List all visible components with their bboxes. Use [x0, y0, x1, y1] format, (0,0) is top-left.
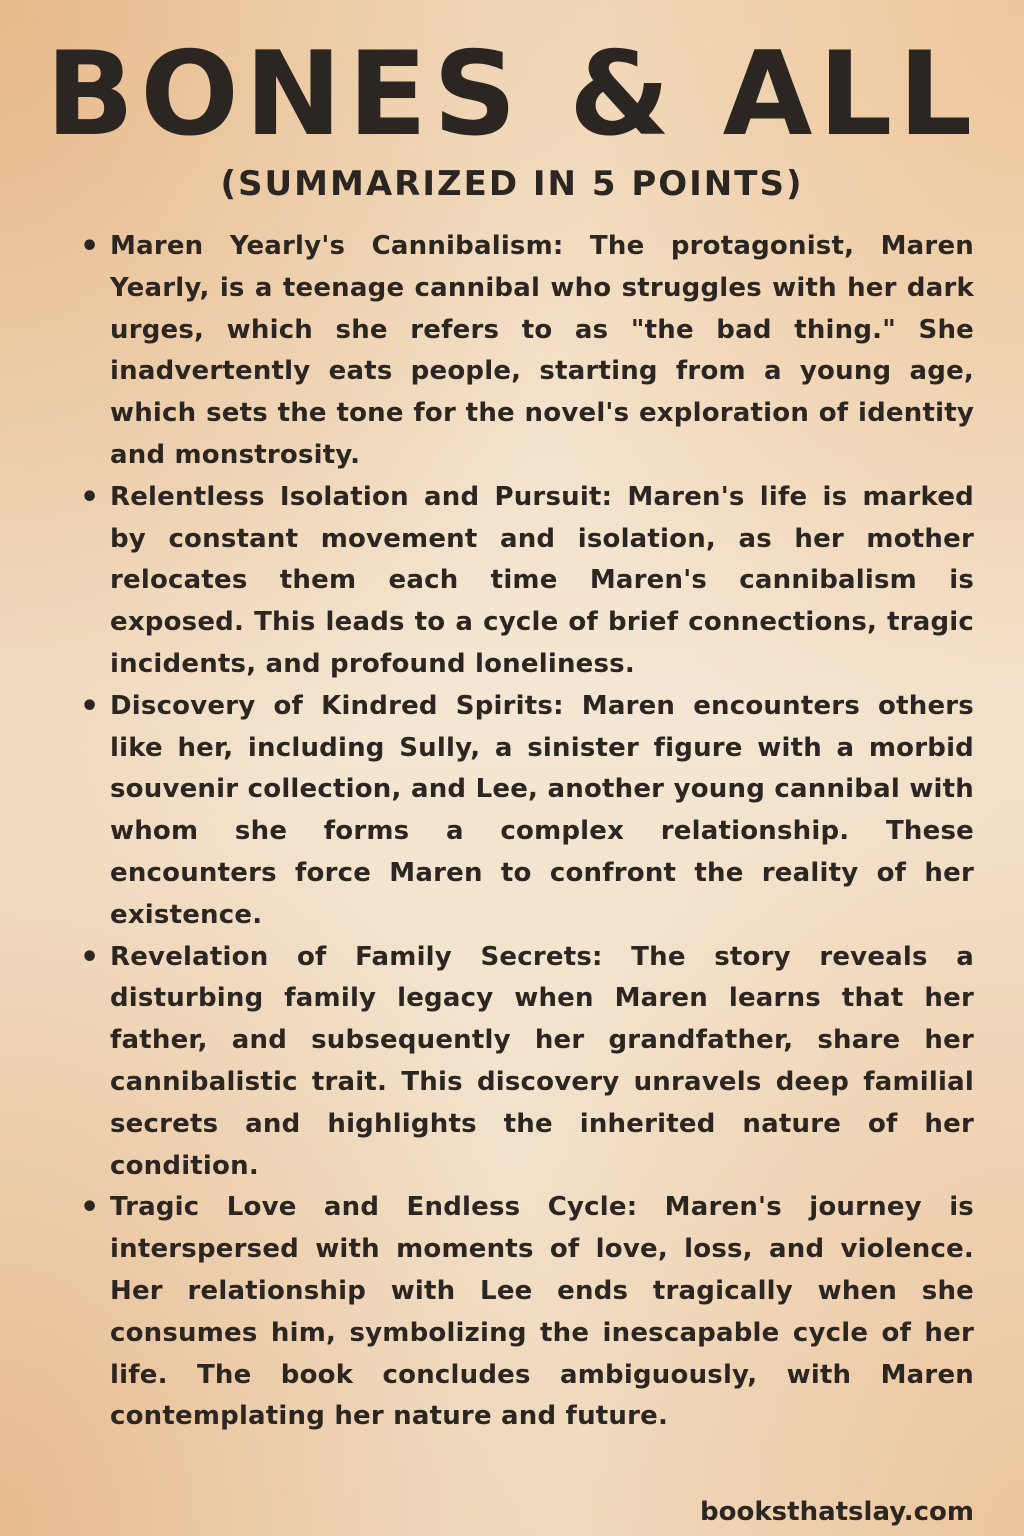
summary-point-3: • Discovery of Kindred Spirits: Maren encounters others like her, including Sully, a sinister figure with a morbid souvenir collection, and Lee, another young cannibal with whom she forms a complex relationship. These encounters force Maren to confront the reality of her existence.: [80, 686, 974, 937]
site-url: booksthatslay.com: [700, 1497, 974, 1527]
summary-point-4: • Revelation of Family Secrets: The story reveals a disturbing family legacy when Maren learns that her father, and subsequently her grandfather, share her cannibalistic trait. This discovery unravels deep familial secrets and highlights the inherited nature of her condition.: [80, 937, 974, 1188]
summary-point-2: • Relentless Isolation and Pursuit: Maren's life is marked by constant movement and isolation, as her mother relocates them each time Maren's cannibalism is exposed. This leads to a cycle of brief connections, tragic incidents, and profound loneliness.: [80, 477, 974, 686]
summary-points-list: [80, 226, 974, 1438]
page-title: BONES & ALL: [45, 27, 979, 162]
summary-point-5: • Tragic Love and Endless Cycle: Maren's journey is interspersed with moments of love, loss, and violence. Her relationship with Lee ends tragically when she consumes him, symbolizing the inescapable cycle of her life. The book concludes ambiguously, with Maren contemplating her nature and future.: [80, 1187, 974, 1438]
summary-point-1: • Maren Yearly's Cannibalism: The protagonist, Maren Yearly, is a teenage cannibal who struggles with her dark urges, which she refers to as "the bad thing." She inadvertently eats people, starting from a young age, which sets the tone for the novel's exploration of identity and monstrosity.: [80, 226, 974, 477]
page-subtitle: (SUMMARIZED IN 5 POINTS): [220, 164, 804, 204]
